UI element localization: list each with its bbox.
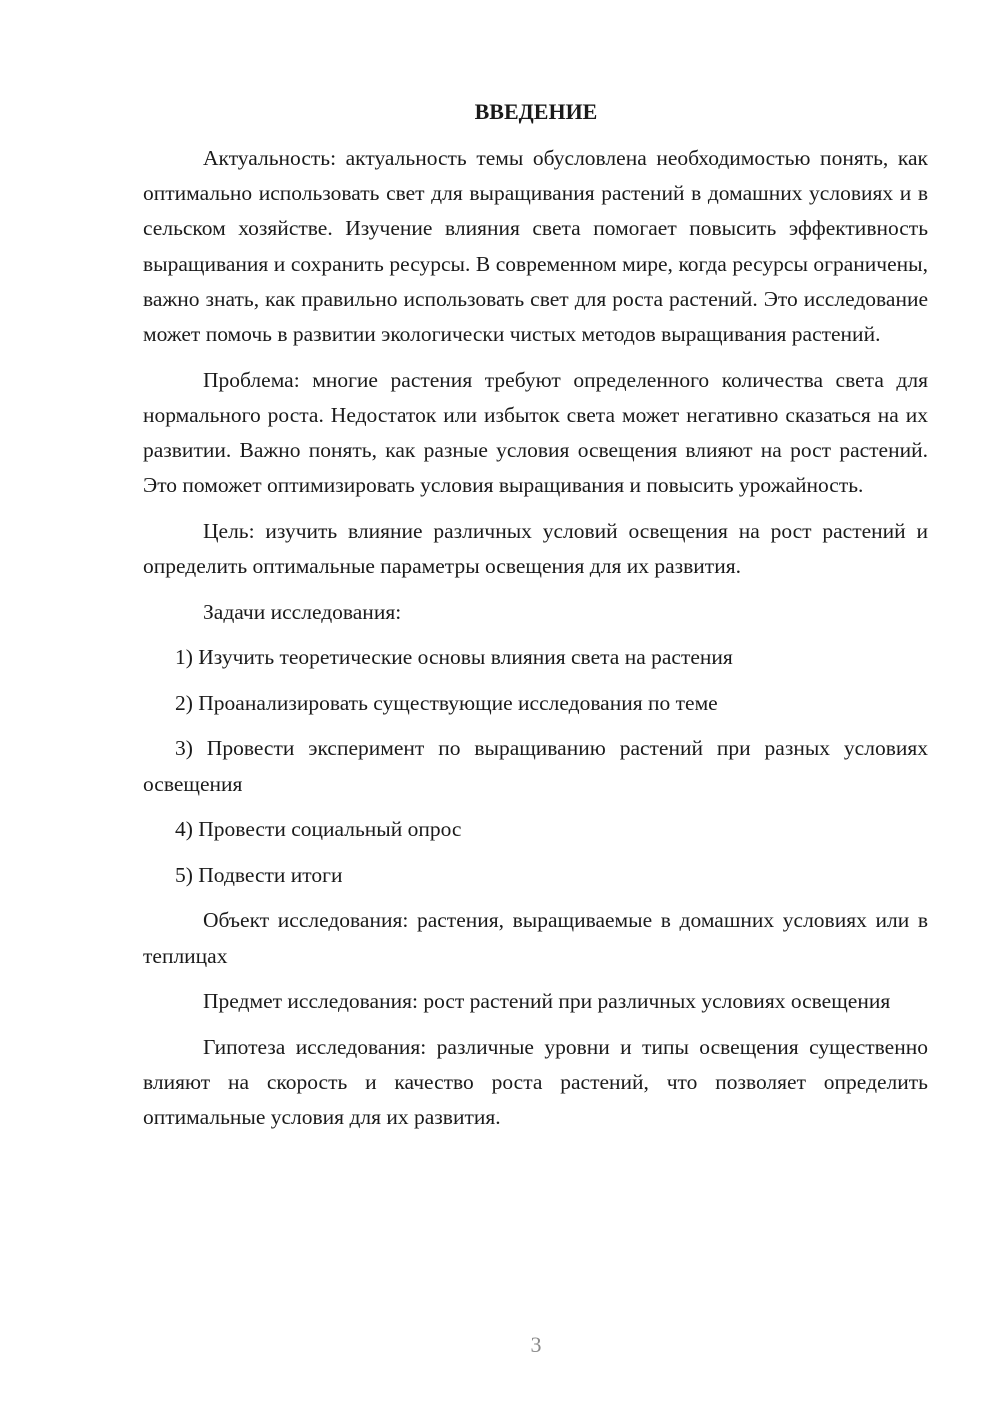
task-item: 2) Проанализировать существующие исследования по теме <box>175 690 718 715</box>
section-title: ВВЕДЕНИЕ <box>474 99 598 124</box>
task-item: 5) Подвести итоги <box>175 862 343 887</box>
task-item: 3) Провести эксперимент по выращиванию растений при разных условиях освещения <box>143 736 928 796</box>
paragraph-problem: Проблема: многие растения требуют определенного количества света для нормального роста. Недостаток или избыток света может негативно сказаться на их развитии. Важно понять, как разные условия освещения влияют на рост растений. Это поможет оптимизировать условия выращивания и повысить урожайность. <box>143 367 928 498</box>
task-item: 4) Провести социальный опрос <box>175 817 462 842</box>
page-number: 3 <box>530 1332 542 1357</box>
paragraph-relevance: Актуальность: актуальность темы обусловлена необходимостью понять, как оптимально использовать свет для выращивания растений в домашних условиях и в сельском хозяйстве. Изучение влияния света помогает повысить эффективность выращивания и сохранить ресурсы. В современном мире, когда ресурсы ограничены, важно знать, как правильно использовать свет для роста растений. Это исследование может помочь в развитии экологически чистых методов выращивания растений. <box>143 146 928 347</box>
paragraph-hypothesis: Гипотеза исследования: различные уровни и типы освещения существенно влияют на скорость и качество роста растений, что позволяет определить оптимальные условия для их развития. <box>143 1034 928 1130</box>
paragraph-goal: Цель: изучить влияние различных условий освещения на рост растений и определить оптимальные параметры освещения для их развития. <box>143 518 928 579</box>
document-body <box>143 141 928 1146</box>
task-item: 1) Изучить теоретические основы влияния света на растения <box>175 645 733 670</box>
tasks-heading: Задачи исследования: <box>203 599 402 624</box>
paragraph-object: Объект исследования: растения, выращиваемые в домашних условиях или в теплицах <box>143 908 928 968</box>
paragraph-subject: Предмет исследования: рост растений при различных условиях освещения <box>203 989 891 1014</box>
